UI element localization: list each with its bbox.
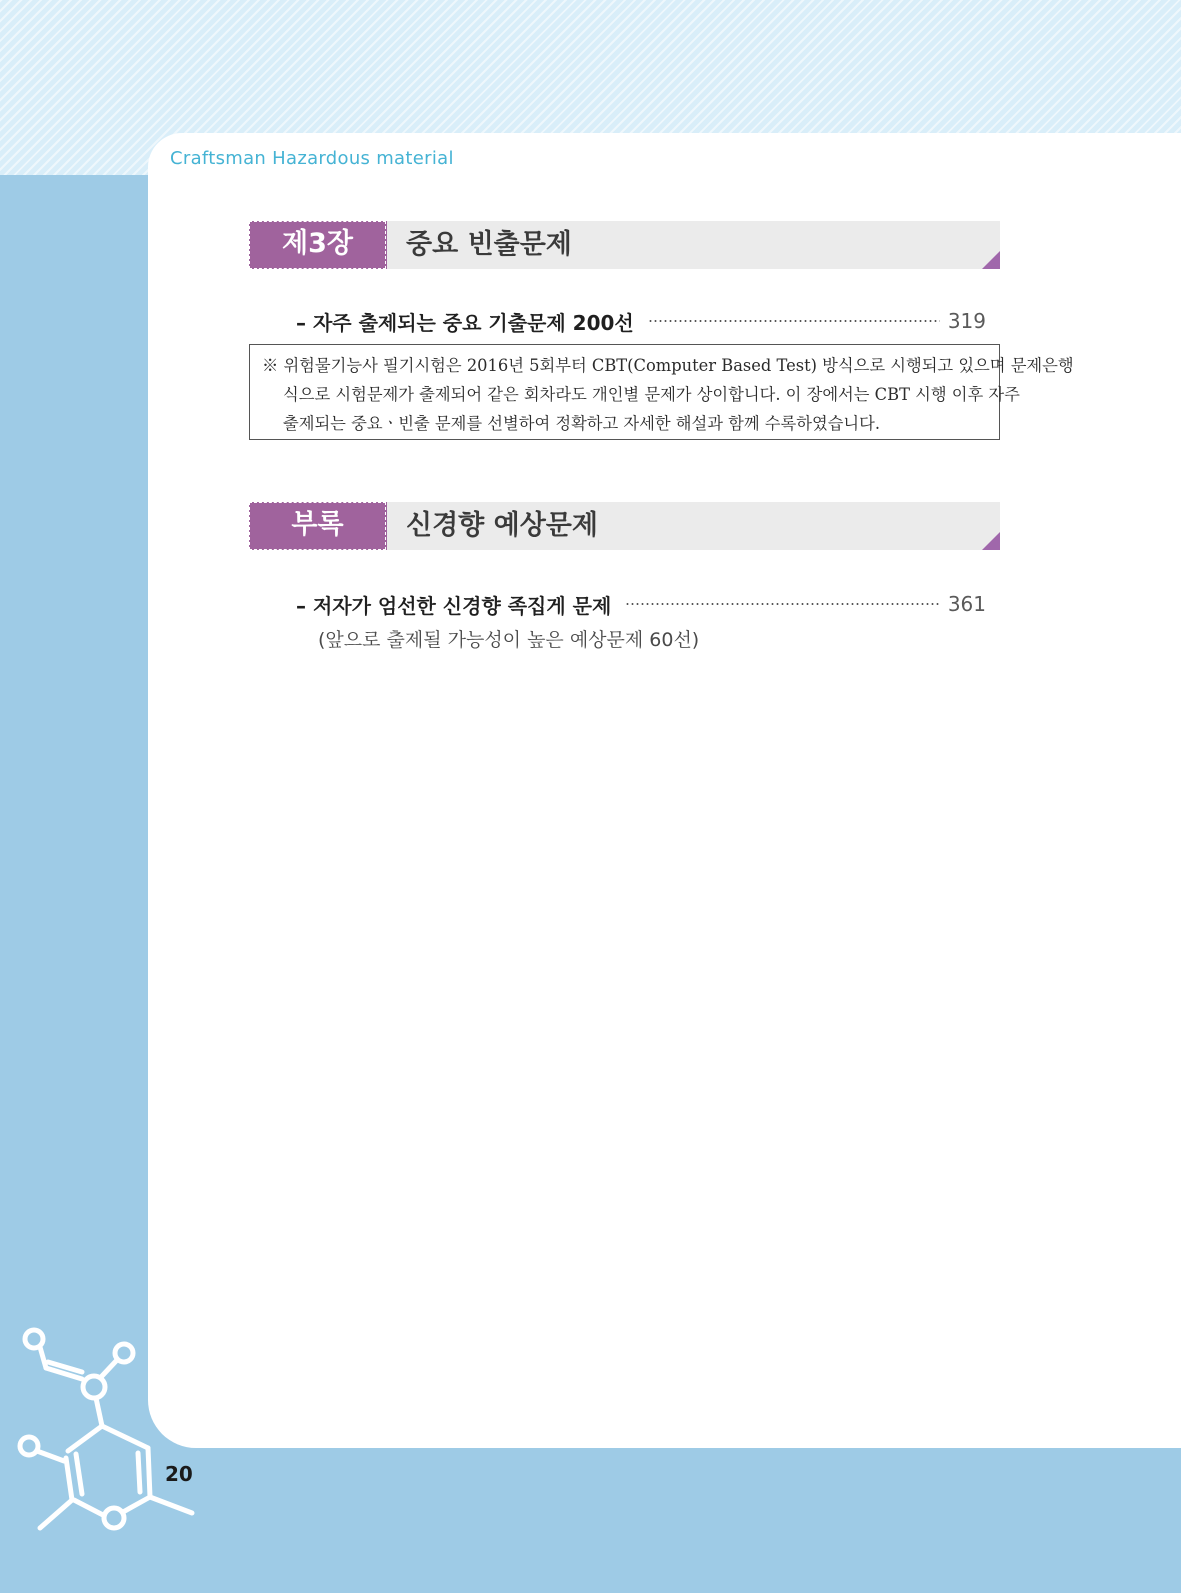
chapter-title: 신경향 예상문제	[406, 510, 598, 541]
chapter-title: 중요 빈출문제	[406, 229, 572, 260]
dot-leader	[648, 320, 940, 322]
corner-triangle-icon	[982, 532, 1000, 550]
notice-line: 식으로 시험문제가 출제되어 같은 회차라도 개인별 문제가 상이합니다. 이 장에서는 CBT 시행 이후 자주	[283, 385, 1020, 404]
chapter-tag: 부록	[249, 502, 386, 550]
notice-line: ※ 위험물기능사 필기시험은 2016년 5회부터 CBT(Computer Based Test) 방식으로 시행되고 있으며 문제은행	[262, 356, 1074, 375]
notice-line: 출제되는 중요ㆍ빈출 문제를 선별하여 정확하고 자세한 해설과 함께 수록하였습니다.	[283, 414, 881, 433]
chapter-tag: 제3장	[249, 221, 386, 269]
toc-entry[interactable]	[296, 589, 986, 619]
notice-box	[249, 344, 1074, 440]
toc-entry-title: – 자주 출제되는 중요 기출문제 200선	[296, 310, 634, 335]
toc-page-number: 361	[947, 592, 986, 616]
dot-leader	[625, 603, 940, 605]
page-number: 20	[165, 1462, 193, 1486]
corner-triangle-icon	[982, 251, 1000, 269]
toc-page-number: 319	[947, 309, 986, 333]
toc-entry[interactable]	[296, 306, 986, 336]
toc-entry-subnote: (앞으로 출제될 가능성이 높은 예상문제 60선)	[318, 629, 700, 651]
toc-entry-title: – 저자가 엄선한 신경향 족집게 문제	[296, 593, 612, 618]
chapter-header-3	[249, 221, 1000, 269]
running-head: Craftsman Hazardous material	[170, 148, 454, 169]
chapter-header-appendix	[249, 502, 1000, 550]
molecule-icon	[0, 1310, 210, 1560]
